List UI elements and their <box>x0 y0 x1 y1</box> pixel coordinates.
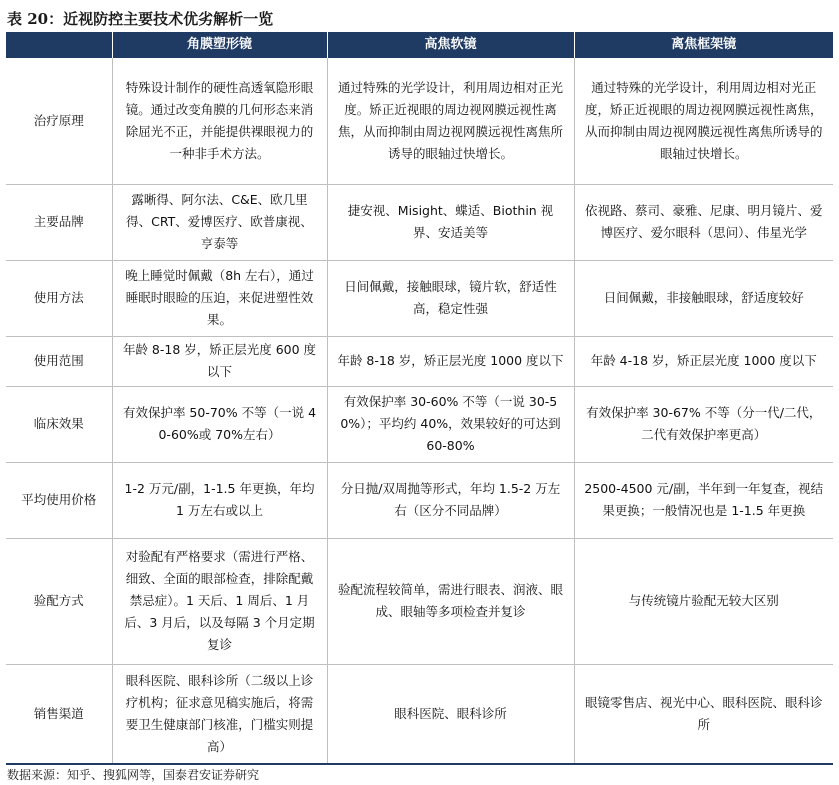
table-cell: 验配流程较简单，需进行眼表、润液、眼成、眼轴等多项检查并复诊 <box>327 538 574 664</box>
table-title: 表 20：近视防控主要技术优劣解析一览 <box>7 10 274 28</box>
row-label: 治疗原理 <box>6 58 112 184</box>
table-cell: 对验配有严格要求（需进行严格、细致、全面的眼部检查，排除配戴禁忌症）。1 天后、1 周后、1 月后、3 月后，以及每隔 3 个月定期复诊 <box>112 538 327 664</box>
table-row <box>6 462 833 538</box>
table-cell: 眼镜零售店、视光中心、眼科医院、眼科诊所 <box>574 664 833 764</box>
table-cell: 年龄 8-18 岁，矫正层光度 1000 度以下 <box>327 336 574 386</box>
table-cell: 晚上睡觉时佩戴（8h 左右），通过睡眠时眼睑的压迫，来促进塑性效果。 <box>112 260 327 336</box>
table-row <box>6 260 833 336</box>
table-cell: 捷安视、Misight、蝶适、Biothin 视界、安适美等 <box>327 184 574 260</box>
header-cell-empty <box>6 32 112 58</box>
header-cell-frame-lens: 离焦框架镜 <box>574 32 833 58</box>
row-label: 销售渠道 <box>6 664 112 764</box>
table-cell: 分日抛/双周抛等形式，年均 1.5-2 万左右（区分不同品牌） <box>327 462 574 538</box>
row-label: 使用范围 <box>6 336 112 386</box>
table-row <box>6 58 833 184</box>
comparison-table <box>6 32 833 765</box>
table-row <box>6 538 833 664</box>
table-cell: 通过特殊的光学设计，利用周边相对光正度，矫正近视眼的周边视网膜远视性离焦，从而抑制由周边视网膜远视性离焦所诱导的眼轴过快增长。 <box>574 58 833 184</box>
table-cell: 通过特殊的光学设计，利用周边相对正光度。矫正近视眼的周边视网膜远视性离焦，从而抑制由周边视网膜远视性离焦所诱导的眼轴过快增长。 <box>327 58 574 184</box>
table-cell: 与传统镜片验配无较大区别 <box>574 538 833 664</box>
row-label: 平均使用价格 <box>6 462 112 538</box>
table-cell: 露晰得、阿尔法、C&E、欧几里得、CRT、爱博医疗、欧普康视、亨泰等 <box>112 184 327 260</box>
table-row <box>6 386 833 462</box>
row-label: 验配方式 <box>6 538 112 664</box>
table-row <box>6 336 833 386</box>
data-source-note: 数据来源：知乎、搜狐网等，国泰君安证券研究 <box>7 768 260 782</box>
table-cell: 年龄 8-18 岁，矫正层光度 600 度以下 <box>112 336 327 386</box>
table-row <box>6 184 833 260</box>
header-cell-soft-lens: 高焦软镜 <box>327 32 574 58</box>
table-cell: 有效保护率 30-60% 不等（一说 30-50%）；平均约 40%，效果较好的可达到 60-80% <box>327 386 574 462</box>
table-cell: 日间佩戴，接触眼球，镜片软，舒适性高，稳定性强 <box>327 260 574 336</box>
row-label: 主要品牌 <box>6 184 112 260</box>
table-cell: 有效保护率 50-70% 不等（一说 40-60%或 70%左右） <box>112 386 327 462</box>
table-cell: 特殊设计制作的硬性高透氧隐形眼镜。通过改变角膜的几何形态来消除屈光不正，并能提供裸眼视力的一种非手术方法。 <box>112 58 327 184</box>
row-label: 临床效果 <box>6 386 112 462</box>
table-cell: 依视路、蔡司、豪雅、尼康、明月镜片、爱博医疗、爱尔眼科（思问）、伟星光学 <box>574 184 833 260</box>
table-cell: 日间佩戴，非接触眼球，舒适度较好 <box>574 260 833 336</box>
table-cell: 2500-4500 元/副，半年到一年复查，视结果更换；一般情况也是 1-1.5 年更换 <box>574 462 833 538</box>
table-row <box>6 664 833 764</box>
table-cell: 年龄 4-18 岁，矫正层光度 1000 度以下 <box>574 336 833 386</box>
table-cell: 有效保护率 30-67% 不等（分一代/二代，二代有效保护率更高） <box>574 386 833 462</box>
table-cell: 眼科医院、眼科诊所（二级以上诊疗机构；征求意见稿实施后，将需要卫生健康部门核准，门槛实则提高） <box>112 664 327 764</box>
table-cell: 眼科医院、眼科诊所 <box>327 664 574 764</box>
header-cell-ortho-k: 角膜塑形镜 <box>112 32 327 58</box>
row-label: 使用方法 <box>6 260 112 336</box>
table-cell: 1-2 万元/副，1-1.5 年更换，年均 1 万左右或以上 <box>112 462 327 538</box>
table-header-row <box>6 32 833 58</box>
